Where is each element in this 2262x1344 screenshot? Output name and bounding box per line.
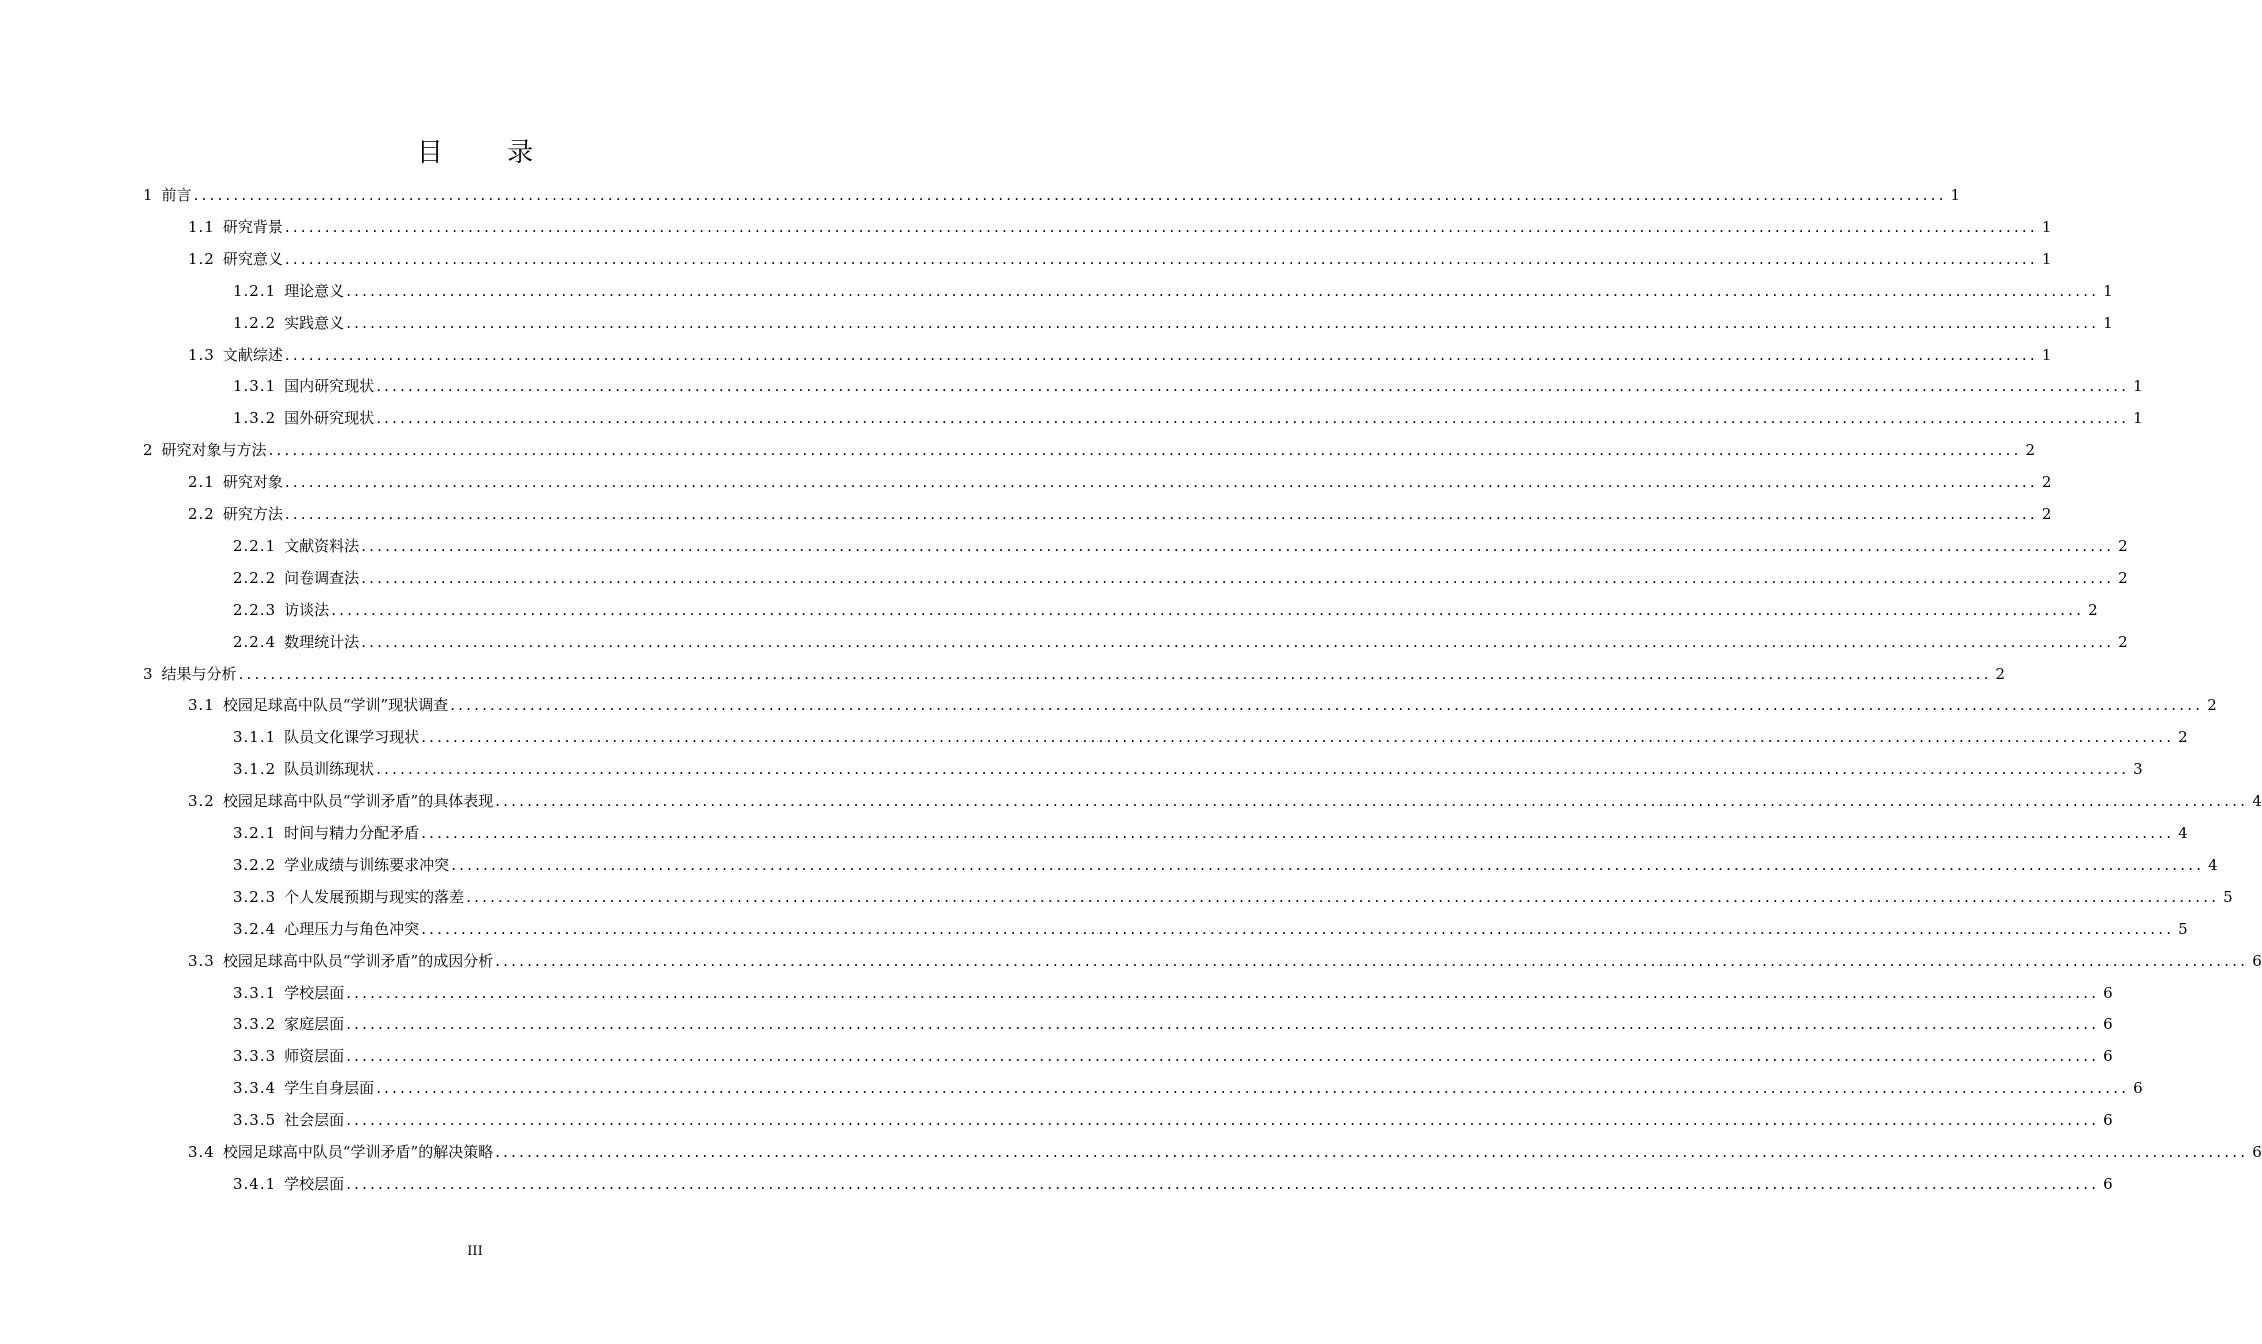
toc-entry-page: 3 — [2133, 760, 2143, 779]
toc-dot-leader: ............................................................................................................................................................................................................................ — [346, 281, 2100, 300]
toc-entry[interactable] — [233, 312, 2113, 334]
toc-entry-page: 1 — [2133, 409, 2143, 428]
toc-entry-title: 队员文化课学习现状 — [284, 728, 420, 747]
toc-entry[interactable] — [233, 982, 2113, 1004]
toc-entry-number: 3.2 — [188, 792, 215, 811]
toc-dot-leader: ............................................................................................................................................................................................................................ — [346, 1047, 2100, 1066]
toc-entry-number: 2.2.4 — [233, 632, 277, 651]
toc-dot-leader: ............................................................................................................................................................................................................................ — [284, 345, 2038, 364]
page-number: III — [467, 1244, 483, 1259]
toc-entry-page: 1 — [1950, 186, 1961, 204]
toc-entry-title: 实践意义 — [284, 313, 345, 332]
toc-dot-leader: ............................................................................................................................................................................................................................ — [284, 473, 2038, 492]
toc-entry[interactable] — [233, 886, 2233, 908]
toc-entry-page: 1 — [2103, 281, 2113, 300]
toc-dot-leader: ............................................................................................................................................................................................................................ — [346, 1174, 2100, 1193]
toc-dot-leader: ............................................................................................................................................................................................................................ — [376, 377, 2130, 396]
toc-entry-title: 校园足球高中队员“学训矛盾”的具体表现 — [222, 792, 494, 811]
toc-entry-title: 社会层面 — [284, 1111, 345, 1130]
toc-entry[interactable] — [233, 918, 2188, 940]
toc-entry[interactable] — [188, 503, 2052, 525]
toc-entry[interactable] — [188, 950, 2262, 972]
toc-entry-number: 2.2.3 — [233, 600, 277, 619]
toc-entry-number: 3.4.1 — [233, 1174, 277, 1193]
toc-entry-title: 家庭层面 — [284, 1015, 345, 1034]
toc-dot-leader: ............................................................................................................................................................................................................................ — [193, 186, 1947, 204]
toc-dot-leader: ............................................................................................................................................................................................................................ — [361, 536, 2115, 555]
toc-entry-title: 学业成绩与训练要求冲突 — [284, 855, 450, 874]
toc-entry-title: 研究方法 — [222, 505, 283, 523]
toc-entry[interactable] — [233, 407, 2143, 429]
toc-entry[interactable] — [188, 790, 2262, 812]
toc-entry-number: 1.1 — [188, 217, 215, 236]
toc-entry-title: 学校层面 — [284, 983, 345, 1002]
toc-entry[interactable] — [233, 758, 2143, 780]
toc-entry-title: 前言 — [161, 186, 192, 204]
toc-entry-title: 学生自身层面 — [284, 1079, 375, 1098]
toc-entry-title: 文献资料法 — [284, 536, 360, 555]
toc-entry-title: 问卷调查法 — [284, 568, 360, 587]
toc-entry[interactable] — [143, 663, 2006, 685]
toc-dot-leader: ............................................................................................................................................................................................................................ — [284, 249, 2038, 268]
toc-entry-title: 个人发展预期与现实的落差 — [284, 887, 465, 906]
toc-entry-page: 2 — [2178, 728, 2188, 747]
toc-dot-leader: ............................................................................................................................................................................................................................ — [331, 600, 2085, 619]
toc-entry-title: 文献综述 — [222, 345, 283, 364]
toc-dot-leader: ............................................................................................................................................................................................................................ — [495, 1143, 2249, 1161]
toc-entry-page: 1 — [2041, 249, 2052, 268]
toc-entry[interactable] — [233, 726, 2188, 748]
toc-dot-leader: ............................................................................................................................................................................................................................ — [495, 792, 2249, 811]
toc-entry[interactable] — [233, 599, 2098, 621]
toc-entry[interactable] — [233, 631, 2128, 653]
toc-dot-leader: ............................................................................................................................................................................................................................ — [361, 632, 2115, 651]
toc-dot-leader: ............................................................................................................................................................................................................................ — [466, 887, 2220, 906]
toc-entry-page: 2 — [2118, 632, 2128, 651]
toc-entry[interactable] — [143, 439, 2036, 461]
toc-entry-page: 6 — [2252, 1143, 2262, 1161]
toc-dot-leader: ............................................................................................................................................................................................................................ — [346, 1015, 2100, 1034]
toc-entry-number: 3.3.5 — [233, 1111, 277, 1130]
toc-dot-leader: ............................................................................................................................................................................................................................ — [376, 409, 2130, 428]
toc-entry-title: 访谈法 — [284, 600, 330, 619]
toc-dot-leader: ............................................................................................................................................................................................................................ — [450, 696, 2204, 715]
toc-entry-title: 校园足球高中队员“学训”现状调查 — [222, 696, 449, 715]
toc-entry[interactable] — [188, 1141, 2262, 1163]
toc-entry-page: 5 — [2223, 887, 2233, 906]
toc-entry-number: 1 — [143, 186, 154, 204]
toc-entry-page: 5 — [2178, 919, 2188, 938]
toc-entry-title: 理论意义 — [284, 281, 345, 300]
toc-entry-title: 学校层面 — [284, 1174, 345, 1193]
toc-entry-title: 师资层面 — [284, 1047, 345, 1066]
toc-entry-number: 1.2 — [188, 249, 215, 268]
toc-entry-page: 2 — [2025, 441, 2036, 460]
toc-entry-number: 3.1.1 — [233, 728, 277, 747]
toc-entry-number: 3.1.2 — [233, 760, 277, 779]
toc-entry-page: 1 — [2103, 313, 2113, 332]
toc-entry-title: 研究背景 — [222, 217, 283, 236]
toc-entry[interactable] — [188, 694, 2217, 716]
toc-entry-number: 1.3 — [188, 345, 215, 364]
toc-entry-title: 队员训练现状 — [284, 760, 375, 779]
toc-entry-page: 4 — [2208, 855, 2218, 874]
toc-dot-leader: ............................................................................................................................................................................................................................ — [451, 855, 2205, 874]
toc-entry-number: 3.2.4 — [233, 919, 277, 938]
toc-entry-title: 国外研究现状 — [284, 409, 375, 428]
toc-entry[interactable] — [143, 184, 1961, 206]
toc-entry[interactable] — [233, 1109, 2113, 1131]
toc-dot-leader: ............................................................................................................................................................................................................................ — [346, 313, 2100, 332]
toc-entry-number: 3.2.2 — [233, 855, 277, 874]
toc-entry-title: 数理统计法 — [284, 632, 360, 651]
toc-entry-title: 研究对象与方法 — [161, 441, 267, 460]
toc-entry[interactable] — [233, 1045, 2113, 1067]
toc-entry-title: 心理压力与角色冲突 — [284, 919, 420, 938]
toc-dot-leader: ............................................................................................................................................................................................................................ — [361, 568, 2115, 587]
toc-entry[interactable] — [233, 280, 2113, 302]
toc-entry-number: 2 — [143, 441, 154, 460]
toc-entry-title: 研究意义 — [222, 249, 283, 268]
toc-entry[interactable] — [233, 567, 2128, 589]
toc-entry-page: 6 — [2103, 1111, 2113, 1130]
toc-entry-page: 6 — [2252, 951, 2262, 970]
toc-entry-number: 1.2.2 — [233, 313, 277, 332]
toc-entry-page: 1 — [2041, 217, 2052, 236]
toc-entry-page: 6 — [2103, 1174, 2113, 1193]
toc-entry-number: 2.2 — [188, 505, 215, 523]
toc-dot-leader: ............................................................................................................................................................................................................................ — [346, 1111, 2100, 1130]
toc-dot-leader: ............................................................................................................................................................................................................................ — [268, 441, 2022, 460]
toc-dot-leader: ............................................................................................................................................................................................................................ — [346, 983, 2100, 1002]
toc-entry-page: 2 — [2041, 473, 2052, 492]
toc-entry[interactable] — [188, 471, 2052, 493]
toc-entry-number: 3.1 — [188, 696, 215, 715]
toc-entry-number: 3.2.3 — [233, 887, 277, 906]
toc-entry-page: 2 — [2041, 505, 2052, 523]
toc-dot-leader: ............................................................................................................................................................................................................................ — [495, 951, 2249, 970]
toc-entry-page: 2 — [2118, 568, 2128, 587]
toc-dot-leader: ............................................................................................................................................................................................................................ — [284, 505, 2038, 523]
toc-entry-number: 3.3.3 — [233, 1047, 277, 1066]
toc-entry-page: 4 — [2178, 824, 2188, 842]
toc-dot-leader: ............................................................................................................................................................................................................................ — [376, 1079, 2130, 1098]
page-title: 目 录 — [416, 138, 562, 168]
toc-entry-page: 6 — [2103, 983, 2113, 1002]
toc-entry-number: 1.3.2 — [233, 409, 277, 428]
toc-entry-page: 1 — [2133, 377, 2143, 396]
toc-entry-number: 3.3 — [188, 951, 215, 970]
toc-entry[interactable] — [233, 535, 2128, 557]
toc-entry-number: 1.3.1 — [233, 377, 277, 396]
toc-entry-number: 2.2.2 — [233, 568, 277, 587]
toc-dot-leader: ............................................................................................................................................................................................................................ — [238, 664, 1992, 683]
toc-entry-page: 6 — [2103, 1047, 2113, 1066]
toc-entry-title: 国内研究现状 — [284, 377, 375, 396]
toc-entry[interactable] — [188, 344, 2052, 366]
toc-entry-title: 时间与精力分配矛盾 — [284, 824, 420, 842]
toc-entry[interactable] — [233, 375, 2143, 397]
toc-entry[interactable] — [188, 216, 2052, 238]
toc-entry-number: 3.4 — [188, 1143, 215, 1161]
toc-dot-leader: ............................................................................................................................................................................................................................ — [376, 760, 2130, 779]
toc-entry-number: 3 — [143, 664, 154, 683]
toc-entry-page: 6 — [2103, 1015, 2113, 1034]
toc-entry-page: 2 — [2207, 696, 2217, 715]
toc-dot-leader: ............................................................................................................................................................................................................................ — [421, 728, 2175, 747]
toc-entry-page: 2 — [1995, 664, 2006, 683]
toc-entry-page: 2 — [2118, 536, 2128, 555]
toc-entry-page: 1 — [2041, 345, 2052, 364]
toc-entry-number: 3.3.1 — [233, 983, 277, 1002]
toc-entry-number: 2.2.1 — [233, 536, 277, 555]
toc-entry[interactable] — [233, 1013, 2113, 1035]
toc-dot-leader: ............................................................................................................................................................................................................................ — [421, 824, 2175, 842]
toc-dot-leader: ............................................................................................................................................................................................................................ — [284, 217, 2038, 236]
toc-entry-page: 6 — [2133, 1079, 2143, 1098]
toc-entry-title: 校园足球高中队员“学训矛盾”的成因分析 — [222, 951, 494, 970]
toc-dot-leader: ............................................................................................................................................................................................................................ — [421, 919, 2175, 938]
toc-entry-title: 研究对象 — [222, 473, 283, 492]
toc-entry-number: 3.3.4 — [233, 1079, 277, 1098]
toc-entry-title: 校园足球高中队员“学训矛盾”的解决策略 — [222, 1143, 494, 1161]
toc-entry[interactable] — [188, 248, 2052, 270]
toc-entry-title: 结果与分析 — [161, 664, 237, 683]
toc-entry[interactable] — [233, 1173, 2113, 1195]
toc-entry-number: 1.2.1 — [233, 281, 277, 300]
toc-entry[interactable] — [233, 822, 2188, 844]
toc-entry-number: 2.1 — [188, 473, 215, 492]
toc-entry[interactable] — [233, 1077, 2143, 1099]
toc-entry-number: 3.3.2 — [233, 1015, 277, 1034]
toc-entry-page: 4 — [2252, 792, 2262, 811]
toc-entry[interactable] — [233, 854, 2218, 876]
toc-entry-number: 3.2.1 — [233, 824, 277, 842]
toc-entry-page: 2 — [2088, 600, 2098, 619]
